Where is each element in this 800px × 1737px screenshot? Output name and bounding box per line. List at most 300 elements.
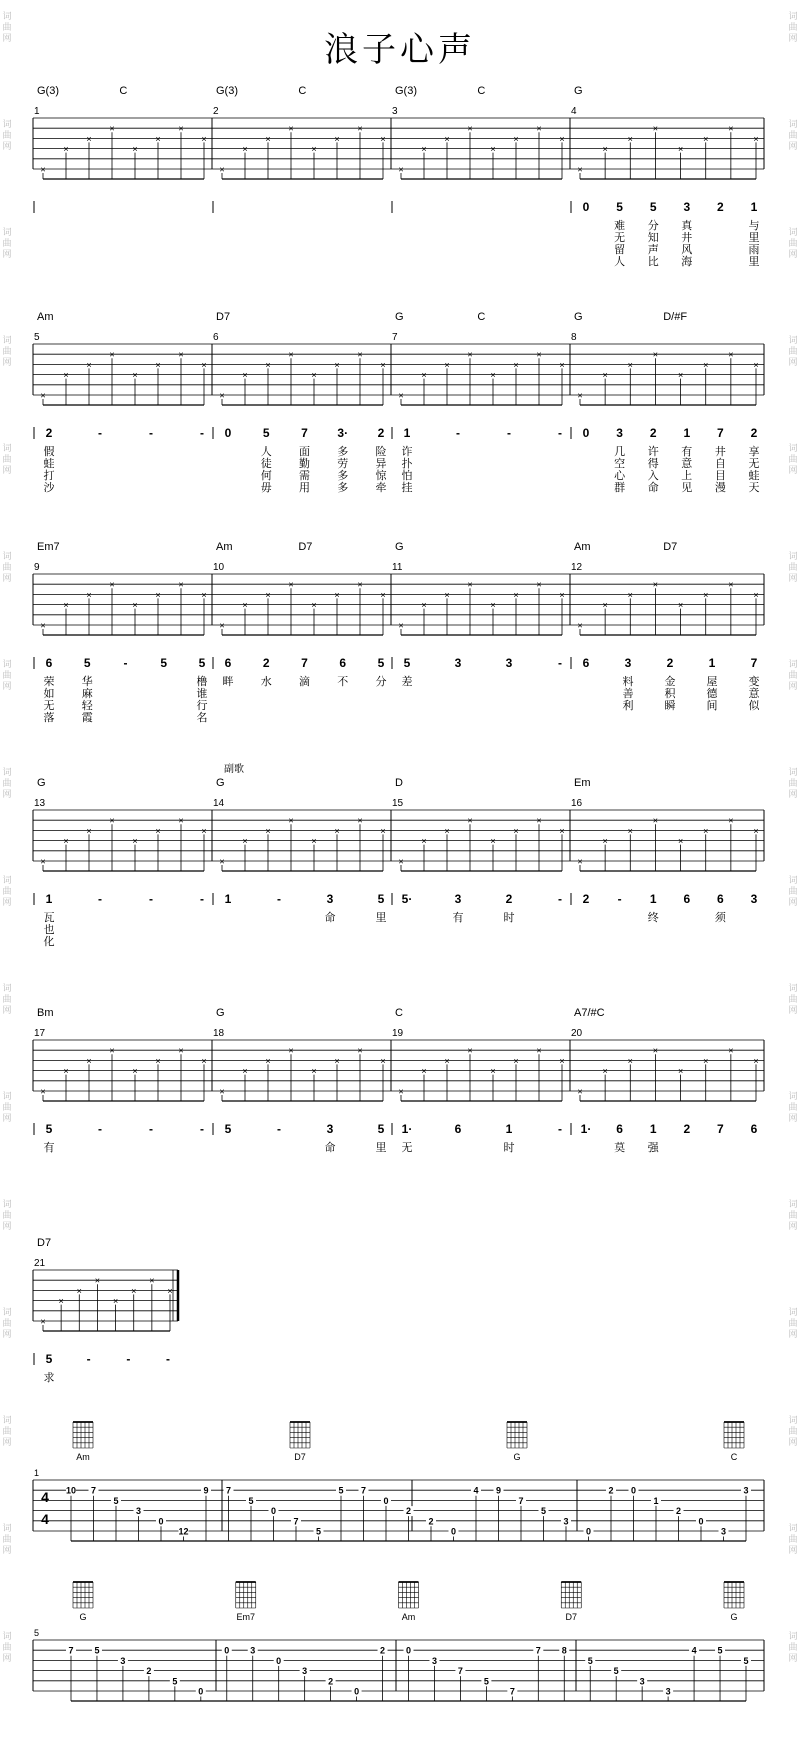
tab-note-x: ×	[109, 349, 115, 360]
lyric-char: 多	[337, 481, 349, 494]
tab-note-x: ×	[627, 589, 633, 600]
lyric-char: 海	[681, 255, 693, 268]
fret-number: 0	[354, 1686, 360, 1697]
lyric-char: 自	[714, 457, 726, 470]
fret-number: 0	[276, 1655, 282, 1666]
jianpu-note: 1	[649, 892, 657, 906]
tab-note-x: ×	[40, 620, 46, 631]
lyric-char: 命	[324, 911, 336, 924]
tab-note-x: ×	[577, 390, 583, 401]
tab-note-x: ×	[242, 836, 248, 847]
measure-number: 3	[392, 106, 398, 117]
tab-note-x: ×	[242, 144, 248, 155]
chord-diagram-name: Am	[76, 1452, 90, 1462]
watermark-text: 词 曲 网	[788, 12, 798, 44]
lyric-char: 人	[260, 445, 272, 458]
jianpu-note: 2	[750, 426, 758, 440]
fret-number: 3	[431, 1655, 437, 1666]
lyric-char: 华	[81, 675, 93, 688]
jianpu-note: 1	[505, 1122, 513, 1136]
tab-system	[33, 118, 764, 213]
tab-note-x: ×	[677, 370, 684, 381]
lyric-char: 里	[375, 911, 387, 924]
watermark-text: 词 曲 网	[2, 120, 12, 152]
tab-note-x: ×	[490, 1066, 496, 1077]
tab-note-x: ×	[490, 600, 496, 611]
lyric-char: 金	[664, 675, 676, 688]
tab-note-x: ×	[728, 579, 734, 590]
lyric-char: 见	[681, 481, 693, 494]
tab-note-x: ×	[536, 579, 542, 590]
lyric-char: 享	[748, 445, 760, 458]
jianpu-note: 3·	[337, 426, 349, 440]
lyric-char: 何	[260, 469, 272, 482]
lyric-char: 橹	[196, 675, 208, 688]
chord-diagram	[724, 1582, 744, 1608]
jianpu-note: 1	[649, 1122, 657, 1136]
fret-number: 5	[743, 1655, 749, 1666]
chord-name: Em7	[37, 541, 60, 553]
chord-diagram-name: G	[513, 1452, 521, 1462]
measure-number: 21	[34, 1258, 46, 1269]
lyric-char: 诈	[401, 445, 413, 458]
section-label: 副歌	[224, 764, 244, 775]
jianpu-note: -	[456, 426, 460, 440]
measure-number: 15	[392, 798, 404, 809]
tab-note-x: ×	[602, 370, 608, 381]
tab-note-x: ×	[559, 825, 565, 836]
fret-number: 0	[158, 1516, 164, 1527]
jianpu-note: 6	[224, 656, 232, 670]
lyric-char: 利	[622, 699, 634, 712]
tab-note-x: ×	[703, 133, 709, 144]
lyric-char: 求	[43, 1371, 55, 1384]
tab-note-x: ×	[112, 1296, 119, 1307]
jianpu-note: 7	[301, 656, 308, 670]
tab-note-x: ×	[178, 349, 184, 360]
jianpu-note: 5	[649, 200, 657, 214]
fret-number: 3	[743, 1485, 749, 1496]
tab-note-x: ×	[63, 1066, 69, 1077]
jianpu-note: -	[149, 1122, 153, 1136]
jianpu-note: 6	[582, 656, 590, 670]
watermark-text: 词 曲 网	[2, 552, 12, 584]
fret-number: 10	[65, 1485, 77, 1496]
lyric-char: 险	[375, 445, 387, 458]
watermark-text: 词 曲 网	[788, 1416, 798, 1448]
tab-note-x: ×	[577, 164, 583, 175]
lyric-char: 与	[748, 219, 760, 232]
watermark-text: 词 曲 网	[2, 444, 12, 476]
tab-note-x: ×	[703, 825, 709, 836]
watermark-text: 词 曲 网	[2, 228, 12, 260]
tab-note-x: ×	[311, 1066, 317, 1077]
chord-name: C	[395, 1007, 403, 1019]
fret-number: 3	[639, 1676, 645, 1687]
tab-note-x: ×	[444, 1055, 450, 1066]
jianpu-note: 7	[301, 426, 308, 440]
tab-note-x: ×	[334, 133, 340, 144]
bottom-tab-system	[33, 1582, 764, 1701]
tab-note-x: ×	[40, 390, 46, 401]
watermark-text: 词 曲 网	[2, 1200, 12, 1232]
tab-note-x: ×	[132, 370, 138, 381]
lyric-char: 劳	[337, 457, 349, 470]
tab-note-x: ×	[334, 589, 340, 600]
chord-name: D	[395, 777, 403, 789]
tab-note-x: ×	[132, 836, 138, 847]
lyric-char: 扑	[401, 457, 413, 470]
fret-number: 2	[328, 1676, 334, 1687]
tab-note-x: ×	[559, 359, 565, 370]
lyric-char: 化	[43, 935, 55, 948]
watermark-text: 词 曲 网	[788, 228, 798, 260]
lyric-char: 分	[647, 219, 659, 232]
measure-number: 5	[34, 1628, 40, 1638]
chord-name: G(3)	[216, 85, 238, 97]
chord-diagram-name: Em7	[236, 1612, 256, 1622]
jianpu-note: -	[98, 892, 102, 906]
tab-note-x: ×	[421, 600, 427, 611]
lyric-char: 霞	[81, 711, 93, 724]
fret-number: 7	[518, 1495, 524, 1506]
lyric-char: 麻	[81, 687, 93, 700]
measure-number: 1	[34, 1468, 40, 1478]
jianpu-note: 0	[224, 426, 232, 440]
time-signature: 4	[41, 1489, 49, 1505]
measure-number: 6	[213, 332, 219, 343]
tab-note-x: ×	[86, 133, 92, 144]
tab-note-x: ×	[753, 359, 759, 370]
jianpu-note: 3	[683, 200, 691, 214]
lyric-char: 有	[43, 1141, 55, 1154]
fret-number: 2	[428, 1516, 434, 1527]
jianpu-note: 6	[339, 656, 347, 670]
jianpu-note: 1·	[580, 1122, 592, 1136]
lyric-char: 行	[196, 699, 208, 712]
lyric-char: 积	[664, 687, 676, 700]
tab-note-x: ×	[677, 836, 684, 847]
tab-note-x: ×	[357, 349, 363, 360]
tab-note-x: ×	[334, 359, 340, 370]
tab-note-x: ×	[86, 589, 92, 600]
tab-note-x: ×	[380, 589, 386, 600]
tab-note-x: ×	[311, 144, 317, 155]
tab-note-x: ×	[728, 815, 734, 826]
watermark-text: 词 曲 网	[2, 1416, 12, 1448]
lyric-char: 终	[647, 911, 659, 924]
chord-name: D7	[37, 1237, 52, 1249]
chord-name: G	[216, 777, 225, 789]
watermark-text: 词 曲 网	[2, 336, 12, 368]
fret-number: 5	[172, 1676, 178, 1687]
tab-note-x: ×	[357, 1045, 363, 1056]
tab-note-x: ×	[219, 1086, 225, 1097]
fret-number: 7	[360, 1485, 367, 1496]
jianpu-note: -	[149, 892, 153, 906]
tab-note-x: ×	[398, 856, 404, 867]
tab-note-x: ×	[86, 1055, 92, 1066]
lyric-char: 有	[452, 911, 464, 924]
chord-name: C	[298, 85, 307, 97]
jianpu-note: 2	[262, 656, 270, 670]
tab-note-x: ×	[421, 370, 427, 381]
fret-number: 5	[113, 1495, 119, 1506]
tab-note-x: ×	[444, 133, 450, 144]
lyric-char: 徒	[260, 457, 272, 470]
lyric-char: 群	[614, 481, 626, 494]
measure-number: 19	[392, 1028, 404, 1039]
lyric-char: 留	[614, 243, 626, 256]
chord-name: C	[119, 85, 128, 97]
tab-note-x: ×	[63, 370, 69, 381]
lyric-char: 意	[681, 457, 693, 470]
tab-note-x: ×	[178, 579, 184, 590]
jianpu-note: 6	[683, 892, 691, 906]
tab-note-x: ×	[178, 815, 184, 826]
watermark-text: 词 曲 网	[788, 1524, 798, 1556]
tab-note-x: ×	[602, 144, 608, 155]
lyric-char: 变	[748, 675, 760, 688]
jianpu-note: 7	[750, 656, 758, 670]
lyric-char: 上	[681, 469, 693, 482]
tab-note-x: ×	[265, 133, 271, 144]
tab-note-x: ×	[242, 370, 248, 381]
chord-name: G	[37, 777, 46, 789]
fret-number: 3	[720, 1526, 727, 1537]
lyric-char: 善	[622, 687, 634, 700]
lyric-char: 也	[43, 923, 55, 936]
fret-number: 3	[120, 1655, 126, 1666]
jianpu-note: -	[277, 1122, 281, 1136]
tab-note-x: ×	[242, 1066, 248, 1077]
tab-note-x: ×	[677, 144, 684, 155]
tab-note-x: ×	[467, 579, 473, 590]
jianpu-note: 5	[262, 426, 270, 440]
tab-system	[33, 1040, 764, 1135]
tab-system	[33, 1270, 178, 1365]
lyric-char: 需	[299, 469, 310, 482]
tab-note-x: ×	[58, 1296, 64, 1307]
fret-number: 5	[717, 1645, 723, 1656]
tab-note-x: ×	[652, 815, 659, 826]
lyric-char: 无	[401, 1141, 413, 1154]
jianpu-note: 6	[717, 892, 724, 906]
chord-diagram	[399, 1582, 419, 1608]
tab-note-x: ×	[40, 1086, 46, 1097]
tab-note-x: ×	[753, 589, 759, 600]
tab-note-x: ×	[513, 359, 519, 370]
lyric-char: 无	[614, 231, 626, 244]
jianpu-note: 2	[377, 426, 385, 440]
lyric-char: 里	[748, 231, 760, 244]
chord-name: D7	[216, 311, 231, 323]
jianpu-note: 3	[505, 656, 513, 670]
lyric-char: 无	[43, 699, 55, 712]
jianpu-note: -	[166, 1352, 170, 1366]
lyric-char: 命	[324, 1141, 336, 1154]
lyric-char: 雨	[748, 243, 760, 256]
chord-name: Am	[216, 541, 233, 553]
chord-name: Em	[574, 777, 591, 789]
jianpu-note: -	[507, 426, 511, 440]
chord-diagram	[73, 1582, 93, 1608]
tab-note-x: ×	[265, 825, 271, 836]
jianpu-note: -	[98, 426, 102, 440]
tab-note-x: ×	[76, 1285, 82, 1296]
measure-number: 8	[571, 332, 577, 343]
jianpu-note: -	[149, 426, 153, 440]
chord-name: G	[395, 541, 404, 553]
jianpu-note: 3	[326, 892, 334, 906]
lyric-char: 井	[681, 231, 693, 244]
watermark-text: 词 曲 网	[788, 1092, 798, 1124]
jianpu-note: 5	[377, 656, 385, 670]
lyric-char: 不	[337, 675, 349, 688]
fret-number: 7	[225, 1485, 232, 1496]
watermark-text: 词 曲 网	[2, 876, 12, 908]
fret-number: 0	[198, 1686, 204, 1697]
jianpu-note: 3	[750, 892, 758, 906]
tab-note-x: ×	[265, 1055, 271, 1066]
tab-note-x: ×	[559, 1055, 565, 1066]
lyric-char: 里	[748, 255, 760, 268]
lyric-char: 滴	[299, 675, 310, 688]
lyric-char: 谁	[196, 687, 208, 700]
lyric-char: 蛙	[748, 469, 760, 482]
tab-note-x: ×	[63, 836, 69, 847]
tab-note-x: ×	[40, 164, 46, 175]
measure-number: 20	[571, 1028, 583, 1039]
jianpu-note: -	[200, 892, 204, 906]
watermark-text: 词 曲 网	[788, 336, 798, 368]
jianpu-note: 0	[582, 426, 590, 440]
jianpu-note: -	[98, 1122, 102, 1136]
tab-note-x: ×	[334, 825, 340, 836]
fret-number: 2	[380, 1645, 386, 1656]
jianpu-note: 3	[454, 892, 462, 906]
fret-number: 0	[630, 1485, 637, 1496]
lyric-char: 命	[647, 481, 659, 494]
chord-name: C	[477, 85, 486, 97]
chord-name: D/#F	[663, 311, 688, 323]
jianpu-note: -	[277, 892, 281, 906]
chord-name: G	[574, 85, 583, 97]
tab-note-x: ×	[513, 589, 519, 600]
tab-note-x: ×	[602, 1066, 608, 1077]
tab-note-x: ×	[677, 1066, 684, 1077]
tab-note-x: ×	[398, 390, 404, 401]
tab-system	[33, 574, 764, 669]
tab-note-x: ×	[627, 359, 633, 370]
lyric-char: 里	[375, 1141, 387, 1154]
tab-note-x: ×	[602, 836, 608, 847]
jianpu-note: 5	[45, 1352, 53, 1366]
tab-note-x: ×	[288, 1045, 294, 1056]
lyric-char: 时	[503, 911, 515, 924]
jianpu-note: 3	[326, 1122, 334, 1136]
tab-note-x: ×	[602, 600, 608, 611]
tab-system	[33, 810, 764, 905]
jianpu-note: 6	[750, 1122, 758, 1136]
measure-number: 7	[392, 332, 398, 343]
tab-note-x: ×	[753, 825, 759, 836]
lyric-char: 挂	[401, 481, 413, 494]
lyric-char: 有	[681, 445, 693, 458]
lyric-char: 毋	[260, 481, 272, 494]
chord-diagram	[73, 1422, 93, 1448]
tab-note-x: ×	[155, 589, 161, 600]
tab-note-x: ×	[109, 123, 115, 134]
measure-number: 12	[571, 562, 583, 573]
fret-number: 3	[302, 1666, 308, 1677]
watermark-text: 词 曲 网	[788, 1632, 798, 1664]
chord-name: A7/#C	[574, 1007, 605, 1019]
measure-number: 11	[392, 562, 403, 573]
fret-number: 5	[587, 1655, 593, 1666]
watermark-text: 词 曲 网	[788, 984, 798, 1016]
jianpu-note: -	[126, 1352, 131, 1366]
tab-note-x: ×	[444, 589, 450, 600]
lyric-char: 心	[614, 469, 626, 482]
jianpu-note: -	[558, 892, 562, 906]
watermark-text: 词 曲 网	[2, 1524, 12, 1556]
tab-note-x: ×	[380, 359, 386, 370]
tab-note-x: ×	[265, 359, 271, 370]
tab-note-x: ×	[627, 1055, 633, 1066]
measure-number: 14	[213, 798, 225, 809]
fret-number: 2	[405, 1506, 412, 1517]
lyric-char: 多	[337, 469, 349, 482]
fret-number: 3	[563, 1516, 569, 1527]
chord-name: C	[477, 311, 486, 323]
watermark-text: 词 曲 网	[788, 120, 798, 152]
jianpu-note: 6	[45, 656, 53, 670]
jianpu-note: 5	[45, 1122, 53, 1136]
chord-name: D7	[298, 541, 313, 553]
tab-note-x: ×	[201, 133, 207, 144]
jianpu-note: 2	[666, 656, 674, 670]
time-signature: 4	[41, 1511, 49, 1527]
tab-note-x: ×	[219, 390, 225, 401]
tab-note-x: ×	[109, 815, 115, 826]
tab-note-x: ×	[132, 1066, 138, 1077]
fret-number: 3	[250, 1645, 256, 1656]
fret-number: 7	[68, 1645, 74, 1656]
jianpu-note: 2	[582, 892, 590, 906]
jianpu-note: 6	[616, 1122, 623, 1136]
jianpu-note: 1	[750, 200, 758, 214]
tab-note-x: ×	[155, 825, 161, 836]
jianpu-note: -	[200, 1122, 204, 1136]
tab-note-x: ×	[380, 133, 386, 144]
tab-note-x: ×	[109, 579, 115, 590]
measure-number: 17	[34, 1028, 46, 1039]
fret-number: 5	[613, 1666, 619, 1677]
measure-number: 13	[34, 798, 46, 809]
tab-note-x: ×	[467, 815, 473, 826]
fret-number: 7	[509, 1686, 515, 1697]
lyric-char: 牵	[375, 481, 387, 494]
fret-number: 0	[450, 1526, 457, 1537]
lyric-char: 莫	[614, 1141, 626, 1154]
chord-diagram	[236, 1582, 256, 1608]
tab-note-x: ×	[703, 589, 709, 600]
tab-note-x: ×	[444, 359, 450, 370]
jianpu-note: -	[617, 892, 622, 906]
lyric-char: 风	[681, 243, 693, 256]
tab-note-x: ×	[753, 133, 759, 144]
